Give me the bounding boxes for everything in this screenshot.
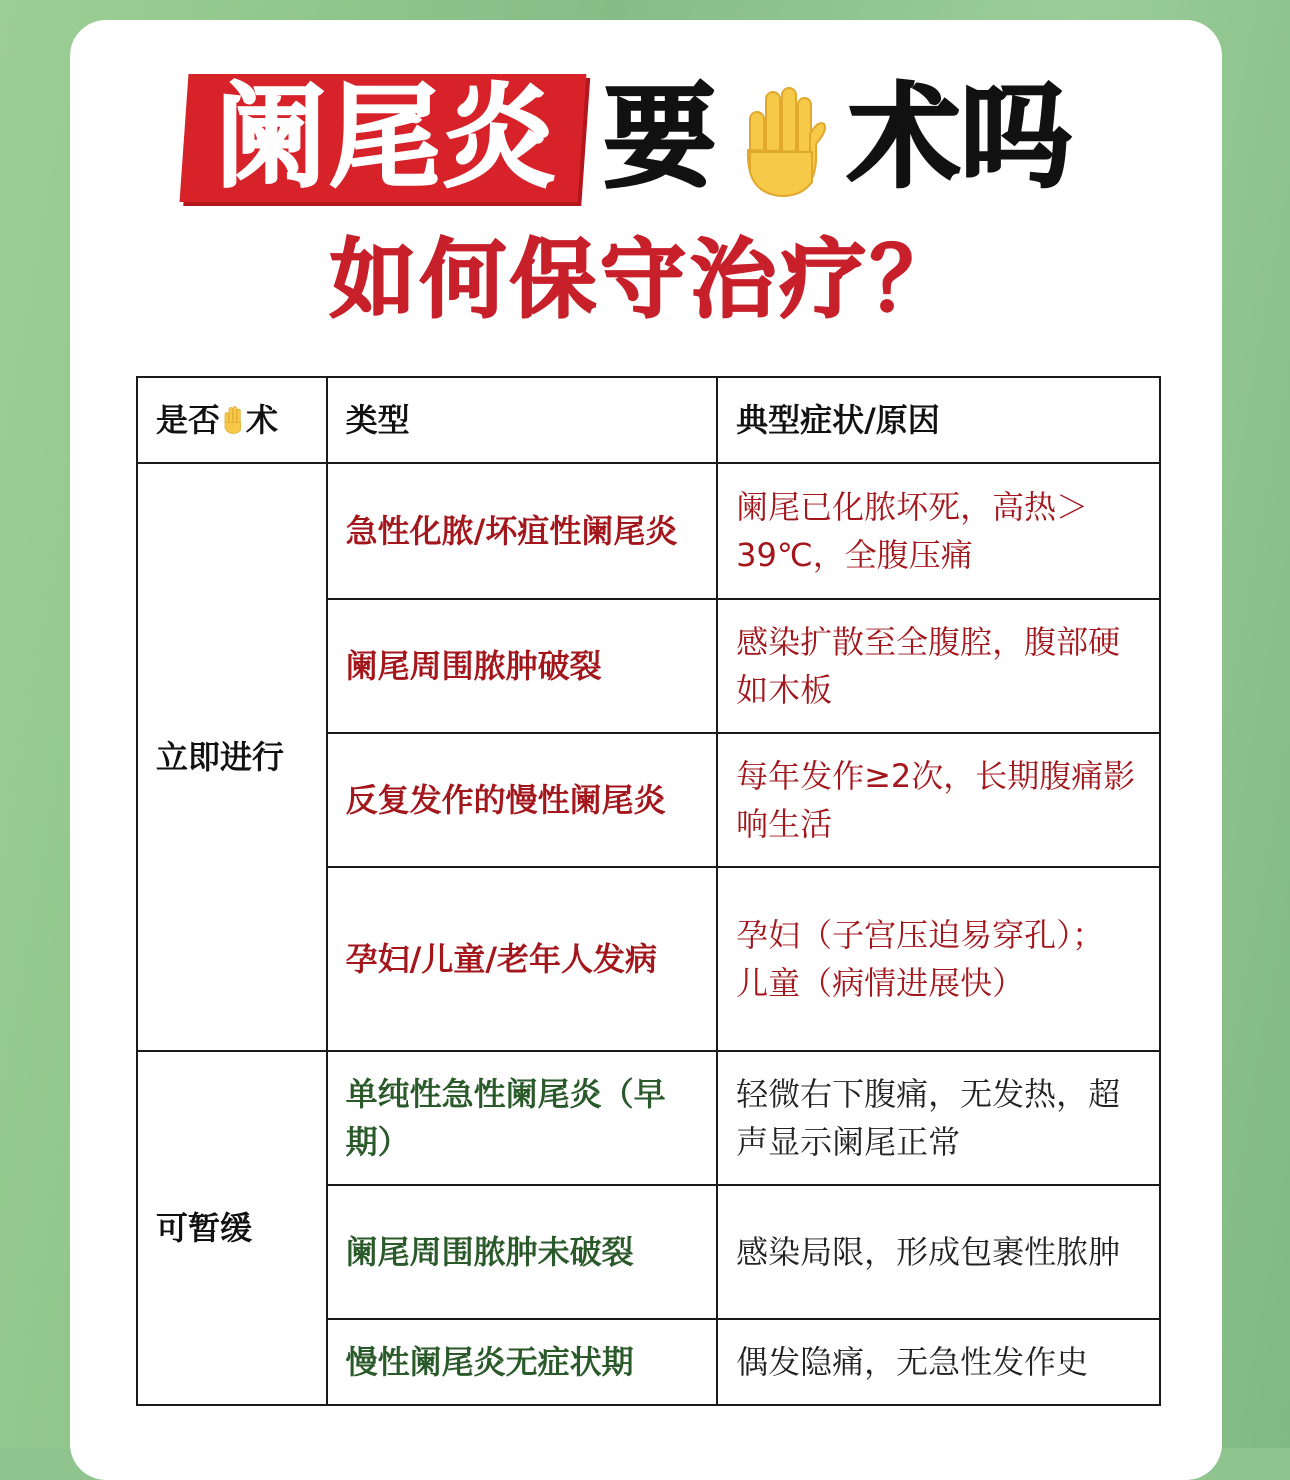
desc-cell: 孕妇（子宫压迫易穿孔）； 儿童（病情进展快） — [717, 867, 1160, 1051]
type-cell: 慢性阑尾炎无症状期 — [327, 1319, 717, 1405]
type-cell: 阑尾周围脓肿破裂 — [327, 599, 717, 733]
desc-cell: 轻微右下腹痛，无发热，超声显示阑尾正常 — [717, 1051, 1160, 1185]
type-cell: 阑尾周围脓肿未破裂 — [327, 1185, 717, 1319]
desc-cell: 每年发作≥2次，长期腹痛影响生活 — [717, 733, 1160, 867]
type-cell: 急性化脓/坏疽性阑尾炎 — [327, 463, 717, 599]
desc-cell: 感染局限，形成包裹性脓肿 — [717, 1185, 1160, 1319]
raised-hand-icon — [220, 405, 246, 435]
header-symptoms: 典型症状/原因 — [717, 377, 1160, 463]
header-surgery — [137, 377, 327, 463]
header-surgery-suffix: 术 — [246, 401, 279, 439]
desc-cell: 阑尾已化脓坏死，高热＞39℃，全腹压痛 — [717, 463, 1160, 599]
subtitle: 如何保守治疗？ — [330, 230, 960, 330]
raised-hand-icon — [730, 82, 834, 202]
title-part2: 术吗 — [848, 73, 1072, 203]
appendicitis-table — [136, 376, 1161, 1406]
header-type: 类型 — [327, 377, 717, 463]
table-row — [137, 1051, 1160, 1185]
table-row — [137, 463, 1160, 599]
type-cell: 孕妇/儿童/老年人发病 — [327, 867, 717, 1051]
group-label-immediate: 立即进行 — [137, 463, 327, 1051]
table-header-row — [137, 377, 1160, 463]
type-cell: 单纯性急性阑尾炎（早期） — [327, 1051, 717, 1185]
title-part1: 要 — [604, 73, 716, 203]
group-label-deferrable: 可暂缓 — [137, 1051, 327, 1405]
type-cell: 反复发作的慢性阑尾炎 — [327, 733, 717, 867]
title-highlight-text: 阑尾炎 — [215, 73, 557, 203]
header-surgery-prefix: 是否 — [156, 401, 221, 439]
desc-cell: 偶发隐痛，无急性发作史 — [717, 1319, 1160, 1405]
desc-cell: 感染扩散至全腹腔，腹部硬如木板 — [717, 599, 1160, 733]
title — [0, 60, 1290, 230]
